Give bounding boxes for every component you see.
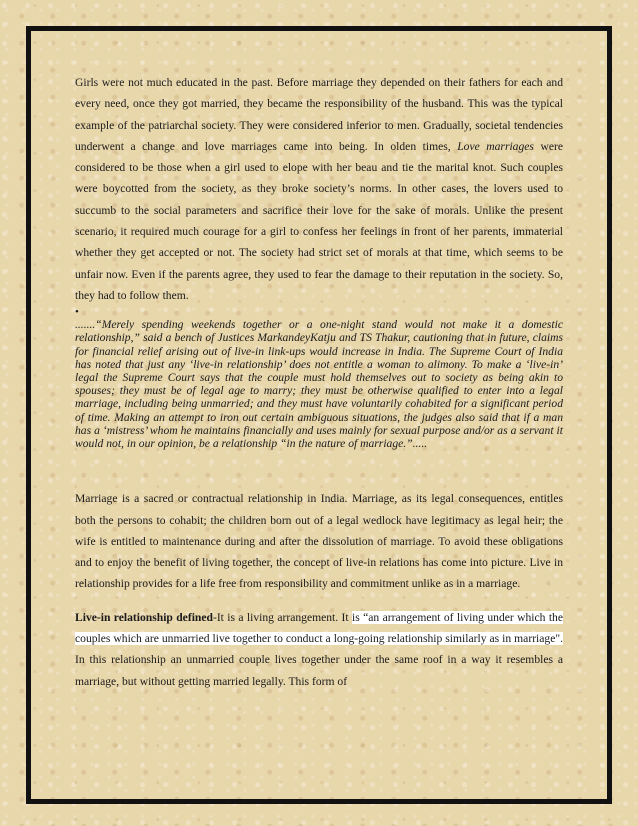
- document-body: [75, 72, 563, 692]
- highlighted-definition: is “an arrangement of living under which the couples which are unmarried live together to conduct a long-going relationship similarly as in marriage".: [75, 610, 563, 646]
- supreme-court-quote: .......“Merely spending weekends together or a one-night stand would not make it a domestic relationship,” said a bench of Justices MarkandeyKatju and TS Thakur, cautioning that in future, claims for financial relief arising out of live-in link-ups would increase in India. The Supreme Court of India has noted that just any ‘live-in relationship’ does not entitle a woman to alimony. To make a ‘live-in’ legal the Supreme Court says that the couple must hold themselves out to society as being akin to spouses; they must be of legal age to marry; they must be otherwise qualified to enter into a legal marriage, including being unmarried; and they must have voluntarily cohabited for a significant period of time. Making an attempt to iron out certain ambiguous situations, the judges also said that if a man has a ‘mistress’ whom he maintains financially and uses mainly for sexual purpose and/or as a servant it would not, in our opinion, be a relationship “in the nature of marriage.”.....: [75, 318, 563, 451]
- paragraph-history-text-1: Girls were not much educated in the past. Before marriage they depended on their fathers for each and every need, once they got married, they became the responsibility of the husband. This was the typical example of the patriarchal society. They were considered inferior to men. Gradually, societal tendencies underwent a change and love marriages came into being. In olden times,: [75, 76, 563, 153]
- paragraph-definition: [75, 607, 563, 692]
- paragraph-history: [75, 72, 563, 306]
- spacer: [75, 450, 563, 488]
- definition-text-2: In this relationship an unmarried couple lives together under the same roof in a way it resembles a marriage, but without getting married legally. This form of: [75, 653, 563, 688]
- spacer: [75, 595, 563, 607]
- bullet-point: •: [75, 306, 79, 319]
- paragraph-marriage: Marriage is a sacred or contractual relationship in India. Marriage, as its legal consequences, entitles both the persons to cohabit; the children born out of a legal wedlock have legitimacy as legal heir; the wife is entitled to maintenance during and after the dissolution of marriage. To avoid these obligations and to enjoy the benefit of living together, the concept of live-in relations has come into picture. Live in relationship provides for a life free from responsibility and commitment unlike as in a marriage.: [75, 492, 563, 591]
- definition-text-1: -It is a living arrangement. It: [212, 610, 352, 624]
- paragraph-history-text-2: were considered to be those when a girl used to elope with her beau and tie the marital knot. Such couples were boycotted from the society, as they broke society’s norms. In other cases, the lovers used to succumb to the social parameters and sacrifice their love for the sake of morals. Unlike the present scenario, it required much courage for a girl to confess her feelings in front of her parents, immaterial whether they get accepted or not. The society had strict set of morals at that time, which seems to be unfair now. Even if the parents agree, they used to fear the damage to their reputation in the society. So, they had to follow them.: [75, 139, 563, 302]
- love-marriages-term: Love marriages: [457, 139, 534, 153]
- definition-heading: Live-in relationship defined: [75, 610, 213, 624]
